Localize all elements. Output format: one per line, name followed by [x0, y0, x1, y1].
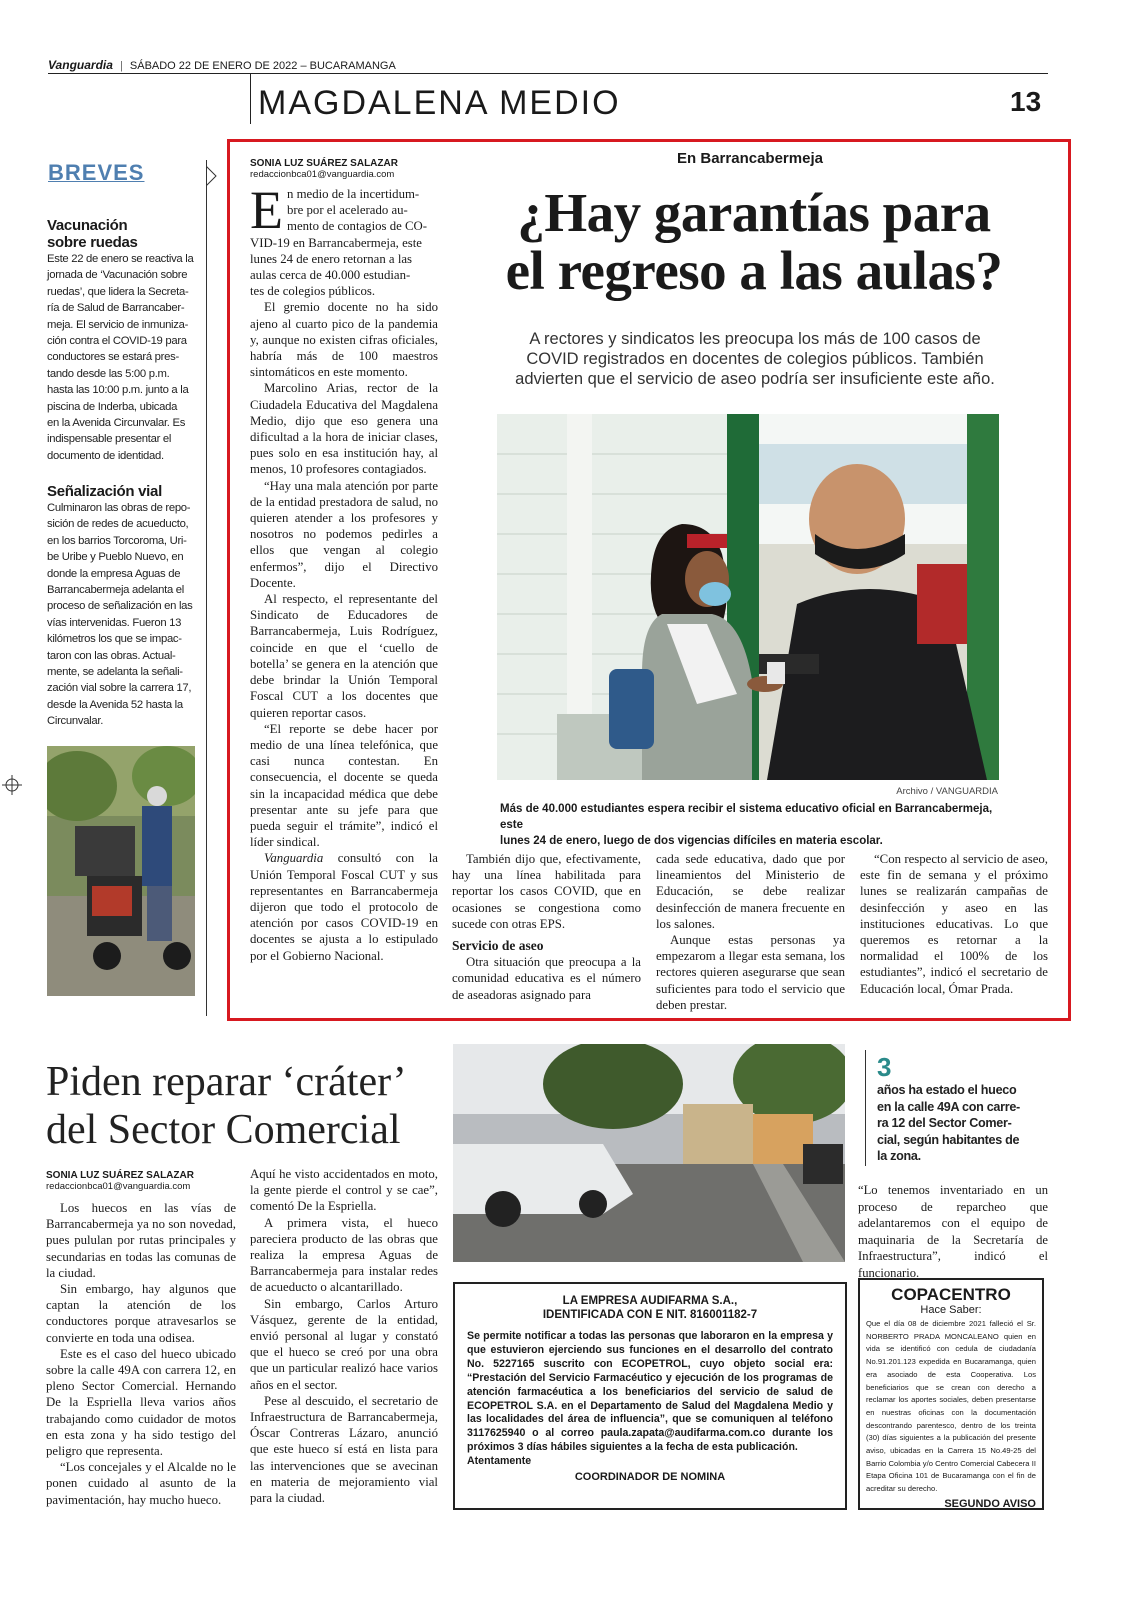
byline-email: redaccionbca01@vanguardia.com [46, 1181, 191, 1192]
caption-line: lunes 24 de enero, luego de dos vigencias difíciles en materia escolar. [500, 835, 883, 847]
stat-line: la zona. [877, 1149, 921, 1164]
brief-body-line: ruedas’, que lidera la Secreta- [47, 285, 189, 298]
article-paragraph: “Hay una mala atención por parte de la entidad prestadora de salud, no quieren atender a los profesores y nosotros no podemos pedirles a ellos que vengan al colegio enfermos”, dijo el Directivo Docente. [250, 478, 438, 590]
brief-body-line: en la Avenida Circunvalar. Es [47, 417, 186, 430]
second-byline [46, 1170, 246, 1192]
second-article-column-1 [46, 1200, 236, 1508]
deck-line: advierten que el servicio de aseo podría ser insuficiente este año. [515, 370, 995, 388]
brief-body-line: donde la empresa Aguas de [47, 567, 181, 580]
brief-body-line: Barrancabermeja adelanta el [47, 584, 184, 597]
article-paragraph: “Los concejales y el Alcalde no le ponen cuidado al asunto de la pavimentación, hay mucho hueco. [46, 1460, 236, 1507]
ad-footer: COORDINADOR DE NOMINA [574, 1471, 726, 1484]
article-paragraph: Los huecos en las vías de Barrancabermeja ya no son novedad, pues pululan por rutas principales y secundarias en todas las comunas de la ciudad. [46, 1201, 236, 1280]
brief-body-line: jornada de ‘Vacunación sobre [47, 269, 188, 282]
brief-body-line: ría de Salud de Barrancaber- [47, 302, 185, 315]
registration-crosshair-icon [2, 775, 22, 795]
headline-line: del Sector Comercial [46, 1107, 401, 1153]
article-paragraph: Sin embargo, hay algunos que captan la atención de los conductores porque atravesarlos se convierte en toda una odisea. [46, 1282, 236, 1345]
article-kicker: En Barrancabermeja [677, 150, 823, 167]
brief-body-line: desde la Avenida 52 hasta la [47, 698, 183, 711]
street-pothole-photo [453, 1044, 845, 1262]
article-paragraph: cada sede educativa, dado que por lineamientos del Ministerio de Educación, se debe realizar desinfección de manera frecuente en los salones. [656, 852, 845, 931]
page-number: 13 [1010, 86, 1042, 117]
newspaper-logo: Vanguardia [48, 58, 113, 72]
drop-cap: E [250, 186, 283, 240]
caption-line: Más de 40.000 estudiantes espera recibir el sistema educativo oficial en Barrancabermeja, este [500, 803, 993, 831]
brief-body-line: zación vial sobre la carrera 17, [47, 682, 192, 695]
brief-vacunacion [47, 217, 202, 464]
brief-body-line: indispensable presentar el [47, 433, 172, 446]
brief-body [47, 500, 202, 730]
section-title: MAGDALENA MEDIO [258, 84, 621, 122]
section-divider [250, 74, 251, 124]
brief-title [47, 483, 202, 500]
brief-body-line: piscina de Inderba, ubicada [47, 400, 178, 413]
second-article-headline [46, 1058, 426, 1154]
byline-name: SONIA LUZ SUÁREZ SALAZAR [250, 158, 398, 169]
brief-title-line: sobre ruedas [47, 234, 138, 251]
article-paragraph: Aquí he visto accidentados en moto, la gente pierde el control y se cae”, comentó De la Espriella. [250, 1167, 438, 1214]
brief-senalizacion [47, 483, 202, 730]
header-rule [48, 73, 1048, 74]
brief-body-line: meja. El servicio de inmuniza- [47, 318, 189, 331]
brief-body-line: Circunvalar. [47, 715, 104, 728]
road-painting-photo [47, 746, 195, 996]
article-headline [452, 184, 1056, 300]
article-paragraph [250, 850, 438, 963]
deck-line: A rectores y sindicatos les preocupa los más de 100 casos de [529, 330, 981, 348]
ad-body: Que el día 08 de diciembre 2021 falleció el Sr. NORBERTO PRADA MONCALEANO quien en vida se identificó con cedula de ciudadanía No.91.201.123 expedida en Bucaramanga, quien era asociado de esta Cooperativa. Los beneficiarios que se crean con derecho a reclamar los aportes sociales, deben presentarse en nuestras oficinas con la documentación descontrando parentesco, dentro de los treinta (30) días siguientes a la publicación del presente aviso, ubicadas en la Carrera 15 No.49-25 del Barrio Colombia y/o Centro Comercial Cabecera II Etapa Oficina 101 de Bucaramanga con el fin de acreditar su derecho. [866, 1319, 1036, 1494]
school-sanitizer-photo [497, 414, 999, 780]
ad-heading-line: IDENTIFICADA CON E NIT. 816001182-7 [542, 1309, 758, 1321]
masthead-separator: | [119, 60, 123, 72]
lead-line: mento de contagios de CO- [287, 219, 428, 234]
headline-line: ¿Hay garantías para [517, 182, 991, 243]
article-paragraph: A primera vista, el hueco pareciera producto de las obras que realiza la empresa Aguas de Barrancabermeja para instalar redes de acueducto o alcantarillado. [250, 1215, 438, 1295]
brief-body-line: proceso de señalización en las [47, 600, 193, 613]
brief-body-line: tando desde las 5:00 p.m. [47, 367, 170, 380]
article-paragraph: Sin embargo, Carlos Arturo Vásquez, gerente de la entidad, envió personal al lugar y constató que el hueco se creó por una obra que un particular realizó hace varios años en el sector. [250, 1296, 438, 1392]
ad-footer: SEGUNDO AVISO [944, 1497, 1036, 1510]
ad-heading [467, 1294, 833, 1322]
stat-line: cial, según habitantes de [877, 1132, 1020, 1147]
brief-body-line: en los barrios Torcoroma, Uri- [47, 534, 187, 547]
main-article-column-1 [250, 186, 438, 964]
brief-body-line: Este 22 de enero se reactiva la [47, 253, 194, 265]
lead-line: aulas cerca de 40.000 estudian- [250, 268, 411, 283]
brief-body-line: be Uribe y Pueblo Nuevo, en [47, 551, 184, 564]
masthead [48, 58, 1048, 74]
main-article-column-3 [656, 851, 845, 1013]
brief-title [47, 217, 202, 251]
article-deck [470, 329, 1040, 389]
article-paragraph: Aunque estas personas ya empezarom a llegar esta semana, los rectores quieren asegurarse que sean suficientes para todo el servicio que deben prestar. [656, 933, 845, 1012]
brief-title-line: Señalización vial [47, 483, 162, 500]
photo-credit: Archivo / VANGUARDIA [896, 786, 998, 797]
ad-heading-line: LA EMPRESA AUDIFARMA S.A., [562, 1295, 738, 1307]
lead-line: VID-19 en Barrancabermeja, este [250, 235, 422, 250]
article-paragraph: También dijo que, efectivamente, hay una línea habilitada para reportar los casos COVID, que en ocasiones se congestiona como sucede con otras EPS. [452, 852, 641, 931]
stat-line: en la calle 49A con carre- [877, 1099, 1020, 1114]
paragraph-rest: consultó con la Unión Temporal Foscal CUT y sus representantes en Barrancabermeja dijeron que todo el protocolo de atención por casos COVID-19 en docentes se ajusta a lo estipulado por el Gobierno Nacional. [250, 851, 438, 963]
second-article-column-2 [250, 1166, 438, 1506]
article-paragraph: Marcolino Arias, rector de la Ciudadela Educativa del Magdalena Medio, dijo que eso genera una dificultad a la hora de iniciar clases, pues solo en esa institución hay, al menos, 10 profesores contagiados. [250, 381, 438, 477]
breves-arrow-icon [206, 166, 218, 186]
masthead-dateline: SÁBADO 22 DE ENERO DE 2022 – BUCARAMANGA [129, 60, 396, 72]
article-paragraph: Otra situación que preocupa a la comunidad educativa es el número de aseadoras asignado para [452, 955, 641, 1002]
stat-number: 3 [877, 1052, 892, 1082]
official-quote: “Lo tenemos inventariado en un proceso de reparcheo que adelantaremos con el equipo de maquinaria de la Secretaría de Infraestructura”, indicó el funcionario. [858, 1183, 1048, 1280]
audifarma-notice-ad [453, 1282, 847, 1510]
brief-body-line: hasta las 10:00 p.m. junto a la [47, 384, 189, 397]
ad-sign: Atentamente [467, 1455, 532, 1468]
photo-caption [500, 801, 1000, 849]
brief-body-line: taron con las obras. Actual- [47, 649, 176, 662]
stat-line: ra 12 del Sector Comer- [877, 1116, 1012, 1131]
brief-body-line: vías intervenidas. Fueron 13 [47, 616, 182, 629]
brief-body-line: documento de identidad. [47, 449, 164, 462]
brief-body [47, 251, 202, 464]
byline-name: SONIA LUZ SUÁREZ SALAZAR [46, 1170, 194, 1181]
copacentro-notice-ad [858, 1278, 1044, 1510]
ad-body: Se permite notificar a todas las personas que laboraron en la empresa y que estuvieron ejerciendo sus funciones en el desarrollo del contrato No. 5227165 suscrito con ECOPETROL, cuyo objeto social era: “Prestación del Servicio Farmacéutico y ejecución de los programas de atención farmacéutica a los beneficiarios del servicio de salud de ECOPETROL S.A. en el Departamento de Salud del Magdalena Medio y las localidades del área de influencia”, que se comuniquen al teléfono 3117625940 o al correo paula.zapata@audifarma.com.co durante los próximos 3 días hábiles siguientes a la fecha de esta publicación. [467, 1330, 833, 1454]
brief-body-line: sición de redes de acueducto, [47, 518, 189, 531]
brief-body-line: ción contra el COVID-19 para [47, 335, 187, 348]
article-paragraph: “Con respecto al servicio de aseo, este fin de semana y el próximo lunes se realizarán campañas de desinfección y aseo en las instituciones educativas. Lo que queremos es retornar a la normalidad el 100% de los estudiantes”, indicó el secretario de Educación local, Ómar Prada. [860, 852, 1048, 996]
brief-body-line: mente, se adelanta la señali- [47, 666, 183, 679]
brief-title-line: Vacunación [47, 217, 128, 234]
article-paragraph: Al respecto, el representante del Sindicato de Educadores de Barrancabermeja, Luis Rodríguez, coincide en que el ‘cuello de botella’ se genera en la atención que debe brindar la Unión Temporal Foscal CUT a los docentes que quieren reportar casos. [250, 592, 438, 720]
ad-title: COPACENTRO [891, 1285, 1011, 1304]
breves-label: BREVES [48, 160, 145, 185]
article-paragraph: Este es el caso del hueco ubicado sobre la calle 49A con carrera 12, en pleno Sector Comercial. Hernando De la Espriella lleva varios años trabajando como cuidador de motos en esta zona y ha sido testigo del peligro que representa. [46, 1346, 236, 1459]
brief-body-line: Culminaron las obras de repo- [47, 502, 191, 514]
breves-divider [206, 160, 207, 1016]
article-paragraph: Pese al descuido, el secretario de Infraestructura de Barrancabermeja, Óscar Contreras Lázaro, anunció que este hueco sí está en lista para las intervenciones que se avecinan en materia de mejoramiento vial para la ciudad. [250, 1393, 438, 1506]
brief-body-line: conductores se estará pres- [47, 351, 179, 364]
article-paragraph: “El reporte se debe hacer por medio de una línea telefónica, que casi nunca contestan. En consecuencia, el docente se queda sin la incapacidad médica que debe presentar ante su jefe para que pueda seguir el trámite”, indicó el líder sindical. [250, 721, 438, 850]
deck-line: COVID registrados en docentes de colegios públicos. También [526, 350, 984, 368]
headline-line: el regreso a las aulas? [505, 240, 1003, 301]
newspaper-name-italic: Vanguardia [264, 851, 324, 866]
brief-body-line: kilómetros los que se impac- [47, 633, 182, 646]
stat-description [877, 1082, 1027, 1165]
headline-line: Piden reparar ‘cráter’ [46, 1059, 407, 1105]
article-subhead: Servicio de aseo [452, 938, 544, 954]
byline-email: redaccionbca01@vanguardia.com [250, 169, 395, 180]
lead-paragraph [250, 186, 438, 299]
main-article-column-4 [860, 851, 1048, 997]
ad-subtitle: Hace Saber: [920, 1304, 982, 1316]
lead-line: bre por el acelerado au- [287, 203, 408, 218]
lead-line: tes de colegios públicos. [250, 284, 376, 299]
main-byline [250, 158, 450, 180]
article-paragraph: El gremio docente no ha sido ajeno al cuarto pico de la pandemia y, aunque no existen cifras oficiales, habría más de 100 maestros sintomáticos en este momento. [250, 300, 438, 380]
stat-line: años ha estado el hueco [877, 1083, 1017, 1097]
lead-line: lunes 24 de enero retornan a las [250, 251, 413, 266]
lead-line: n medio de la incertidum- [287, 187, 420, 201]
main-article-column-2 [452, 851, 641, 1003]
stat-divider [865, 1050, 866, 1166]
